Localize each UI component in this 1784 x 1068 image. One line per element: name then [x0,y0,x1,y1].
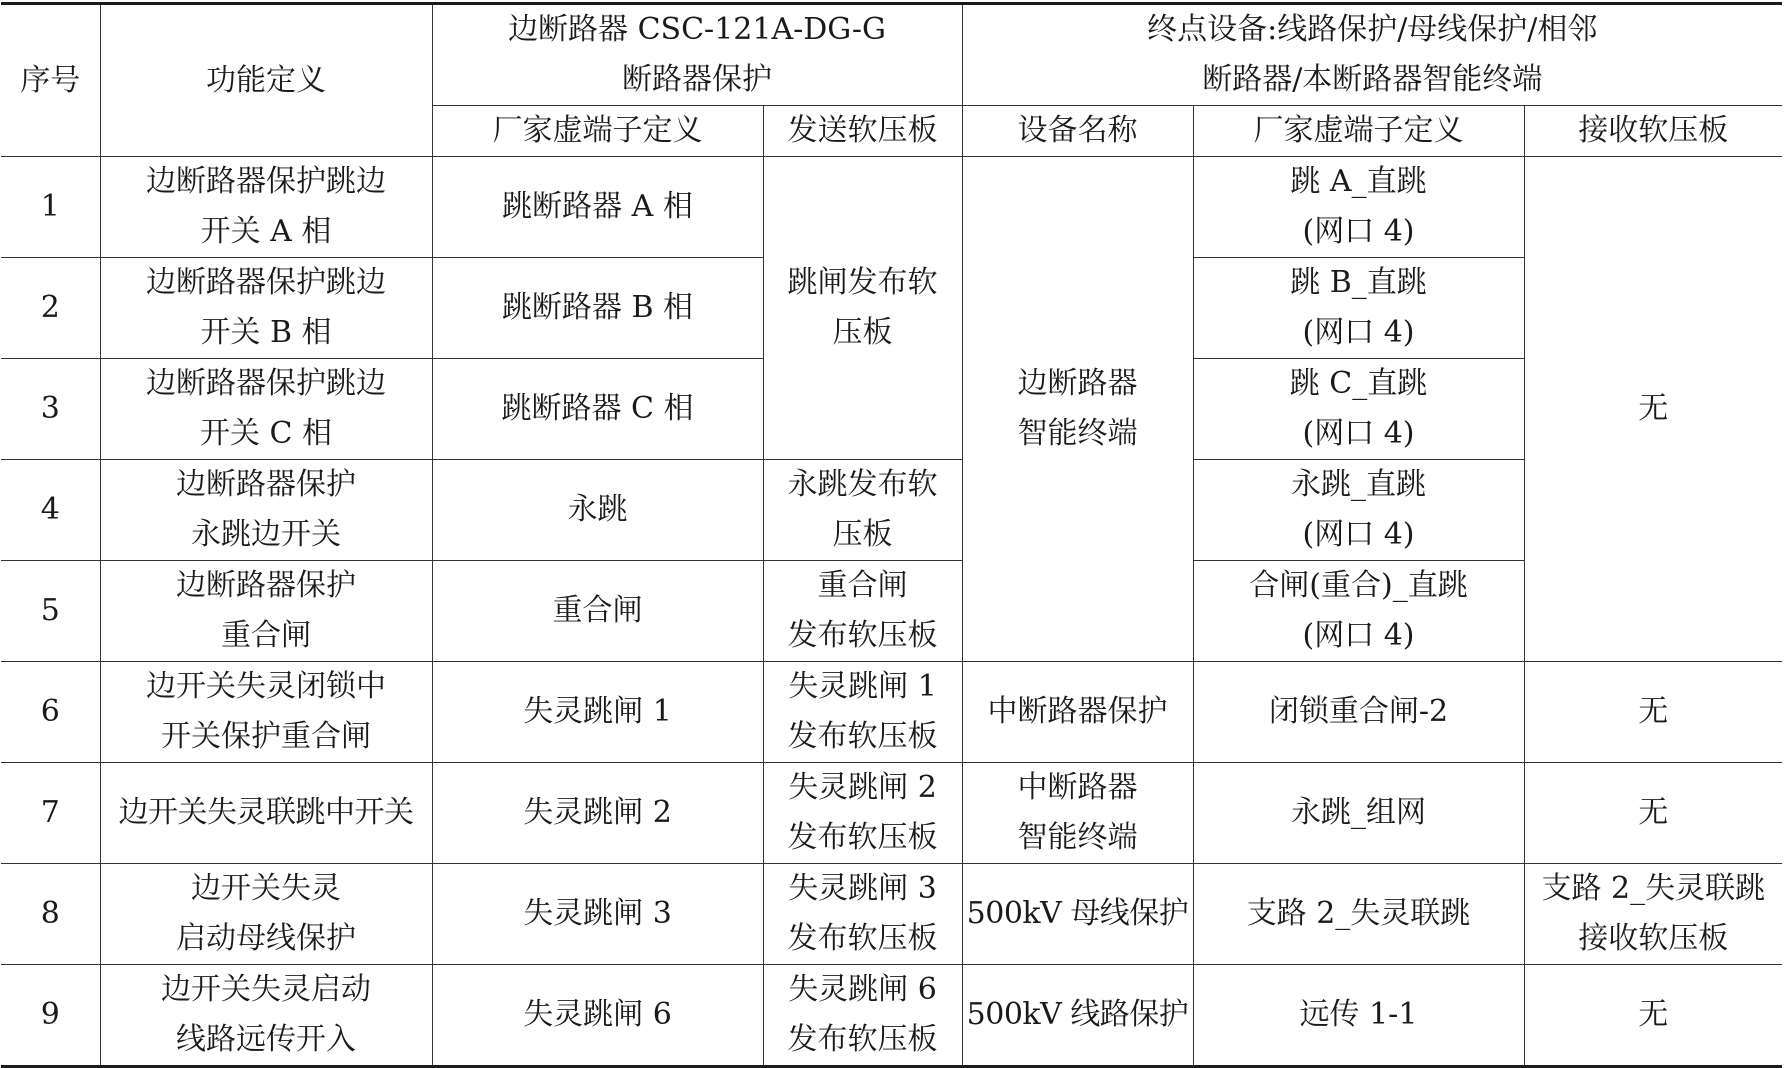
cell-function: 边开关失灵启动 线路远传开入 [100,965,432,1067]
table-row [1,662,1782,763]
cell-receive-plate: 无 [1524,763,1782,864]
cell-seq: 9 [1,965,100,1067]
cell-send-plate: 失灵跳闸 1 发布软压板 [763,662,962,763]
cell-destination-virtual-terminal: 跳 A_直跳 (网口 4) [1193,157,1524,258]
cell-destination-virtual-terminal: 合闸(重合)_直跳 (网口 4) [1193,561,1524,662]
cell-function: 边开关失灵闭锁中 开关保护重合闸 [100,662,432,763]
cell-device-name: 中断路器 智能终端 [962,763,1193,864]
cell-source-virtual-terminal: 跳断路器 C 相 [432,359,763,460]
cell-device-name-merged: 边断路器 智能终端 [962,157,1193,662]
table-row [1,864,1782,965]
header-device-name: 设备名称 [962,106,1193,157]
cell-receive-plate: 无 [1524,965,1782,1067]
header-destination-virtual-terminal: 厂家虚端子定义 [1193,106,1524,157]
cell-receive-plate: 无 [1524,662,1782,763]
cell-source-virtual-terminal: 重合闸 [432,561,763,662]
cell-source-virtual-terminal: 失灵跳闸 1 [432,662,763,763]
cell-receive-plate-merged: 无 [1524,157,1782,662]
cell-seq: 7 [1,763,100,864]
cell-function: 边断路器保护跳边 开关 C 相 [100,359,432,460]
cell-source-virtual-terminal: 失灵跳闸 3 [432,864,763,965]
cell-source-virtual-terminal: 跳断路器 A 相 [432,157,763,258]
cell-seq: 5 [1,561,100,662]
table-row [1,561,1782,662]
cell-function: 边开关失灵联跳中开关 [100,763,432,864]
cell-send-plate: 永跳发布软 压板 [763,460,962,561]
header-source-virtual-terminal: 厂家虚端子定义 [432,106,763,157]
cell-function: 边断路器保护 重合闸 [100,561,432,662]
cell-device-name: 500kV 母线保护 [962,864,1193,965]
table-row [1,965,1782,1067]
cell-send-plate: 重合闸 发布软压板 [763,561,962,662]
cell-seq: 6 [1,662,100,763]
table-row [1,460,1782,561]
cell-seq: 8 [1,864,100,965]
cell-receive-plate: 支路 2_失灵联跳 接收软压板 [1524,864,1782,965]
header-receive-soft-plate: 接收软压板 [1524,106,1782,157]
header-row-1 [1,4,1782,106]
cell-destination-virtual-terminal: 跳 B_直跳 (网口 4) [1193,258,1524,359]
table-row [1,157,1782,258]
cell-destination-virtual-terminal: 跳 C_直跳 (网口 4) [1193,359,1524,460]
cell-destination-virtual-terminal: 远传 1-1 [1193,965,1524,1067]
cell-function: 边开关失灵 启动母线保护 [100,864,432,965]
cell-send-plate: 失灵跳闸 2 发布软压板 [763,763,962,864]
header-function-definition: 功能定义 [100,4,432,157]
cell-source-virtual-terminal: 失灵跳闸 6 [432,965,763,1067]
header-destination-device: 终点设备:线路保护/母线保护/相邻 断路器/本断路器智能终端 [962,4,1782,106]
cell-seq: 4 [1,460,100,561]
cell-function: 边断路器保护 永跳边开关 [100,460,432,561]
cell-send-plate: 失灵跳闸 3 发布软压板 [763,864,962,965]
cell-seq: 3 [1,359,100,460]
cell-destination-virtual-terminal: 闭锁重合闸-2 [1193,662,1524,763]
cell-function: 边断路器保护跳边 开关 B 相 [100,258,432,359]
cell-device-name: 500kV 线路保护 [962,965,1193,1067]
cell-send-plate: 失灵跳闸 6 发布软压板 [763,965,962,1067]
table-row [1,763,1782,864]
cell-destination-virtual-terminal: 永跳_组网 [1193,763,1524,864]
cell-destination-virtual-terminal: 永跳_直跳 (网口 4) [1193,460,1524,561]
cell-seq: 2 [1,258,100,359]
header-seq: 序号 [1,4,100,157]
cell-seq: 1 [1,157,100,258]
cell-send-plate-merged: 跳闸发布软 压板 [763,157,962,460]
cell-function: 边断路器保护跳边 开关 A 相 [100,157,432,258]
header-send-soft-plate: 发送软压板 [763,106,962,157]
cell-destination-virtual-terminal: 支路 2_失灵联跳 [1193,864,1524,965]
virtual-terminal-table [1,2,1782,1068]
cell-source-virtual-terminal: 跳断路器 B 相 [432,258,763,359]
cell-device-name: 中断路器保护 [962,662,1193,763]
cell-source-virtual-terminal: 失灵跳闸 2 [432,763,763,864]
cell-source-virtual-terminal: 永跳 [432,460,763,561]
header-source-device: 边断路器 CSC-121A-DG-G 断路器保护 [432,4,962,106]
